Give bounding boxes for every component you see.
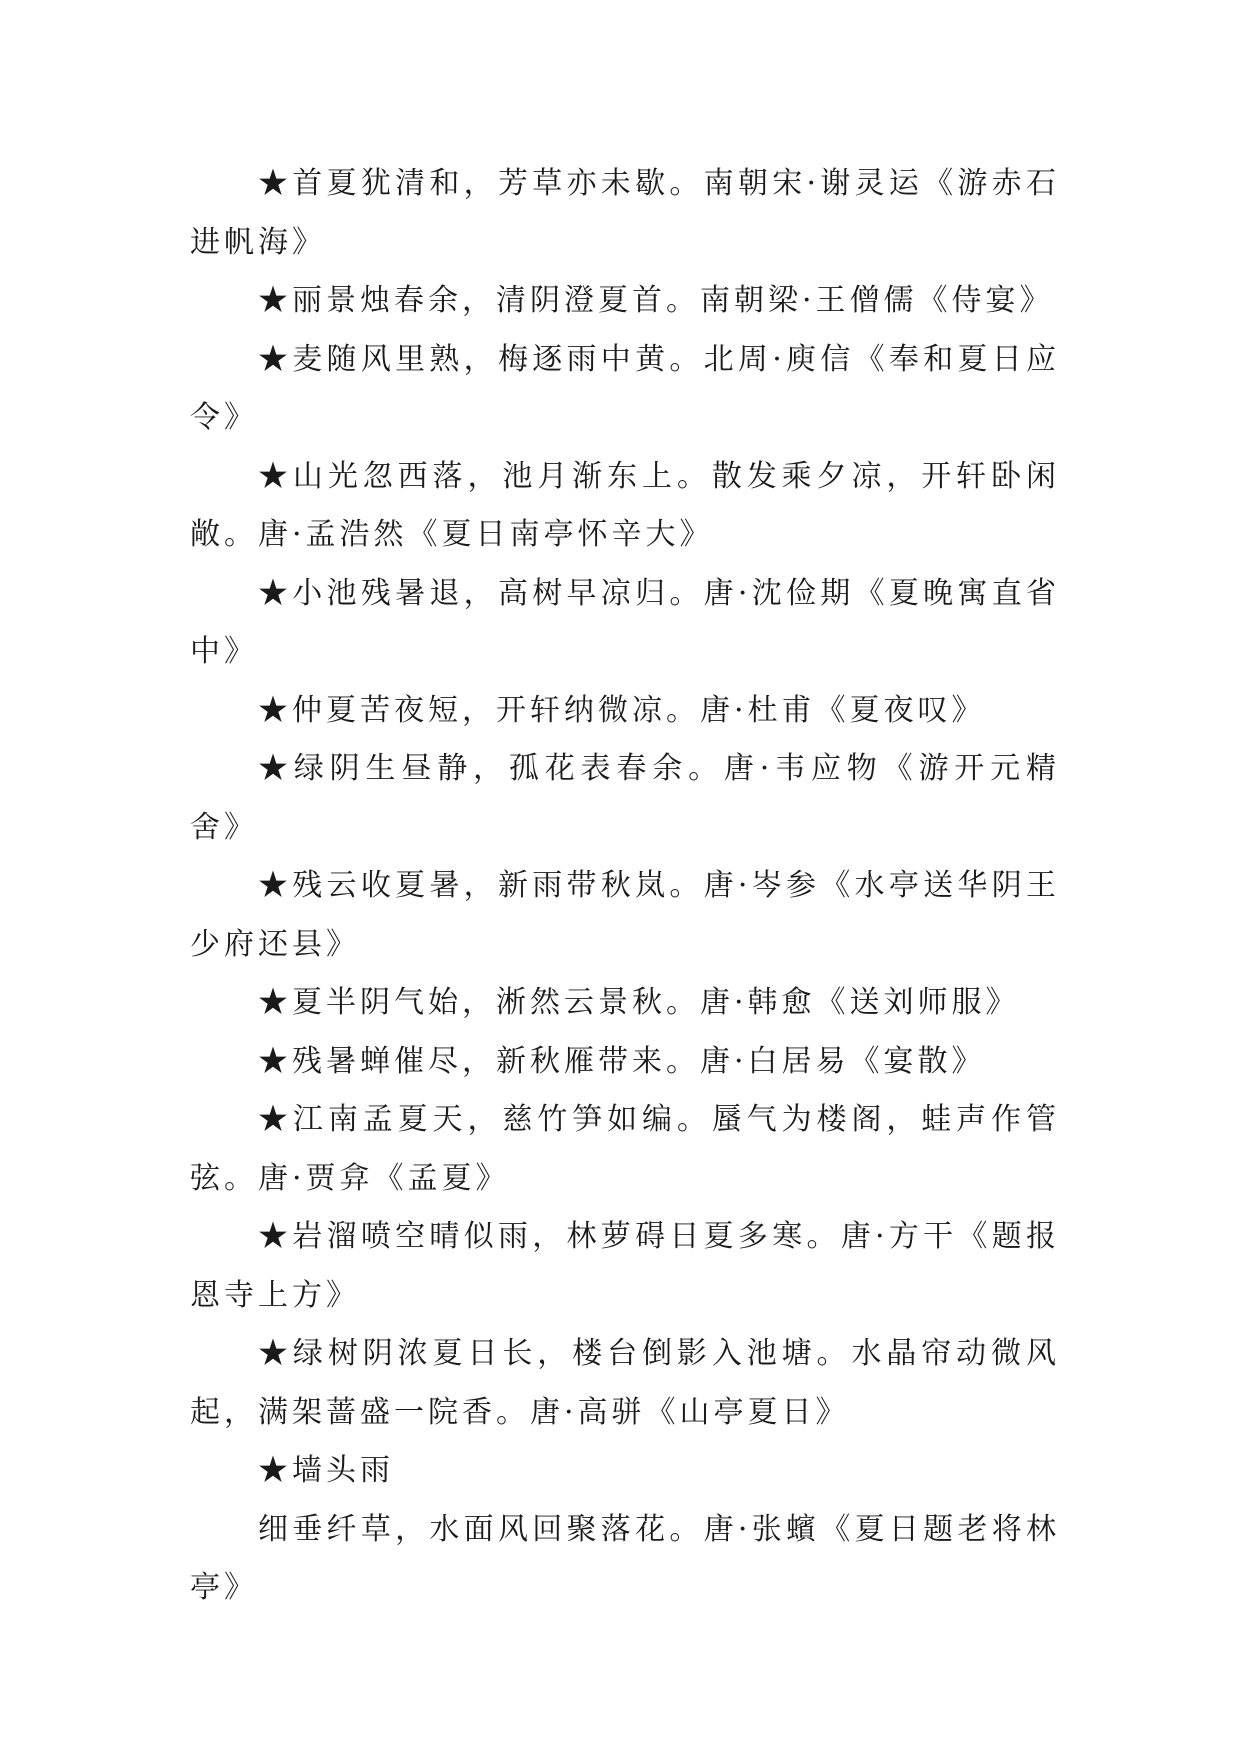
poem-paragraph: ★岩溜喷空晴似雨，林萝碍日夏多寒。唐·方干《题报恩寺上方》: [190, 1219, 1060, 1313]
poem-paragraph: ★麦随风里熟，梅逐雨中黄。北周·庾信《奉和夏日应令》: [190, 341, 1060, 435]
poem-paragraph: ★绿树阴浓夏日长，楼台倒影入池塘。水晶帘动微风起，满架蔷盛一院香。唐·高骈《山亭夏日》: [190, 1336, 1060, 1430]
poem-paragraph: ★小池残暑退，高树早凉归。唐·沈俭期《夏晚寓直省中》: [190, 575, 1060, 669]
poem-paragraph: ★江南孟夏天，慈竹笋如编。蜃气为楼阁，蛙声作管弦。唐·贾弇《孟夏》: [190, 1102, 1060, 1196]
poem-paragraph: ★首夏犹清和，芳草亦未歇。南朝宋·谢灵运《游赤石进帆海》: [190, 166, 1060, 260]
poem-paragraph: ★墙头雨: [258, 1453, 394, 1488]
poem-paragraph: ★夏半阴气始，淅然云景秋。唐·韩愈《送刘师服》: [258, 985, 1020, 1020]
poem-paragraph: ★仲夏苦夜短，开轩纳微凉。唐·杜甫《夏夜叹》: [258, 692, 986, 728]
document-body: [190, 155, 1060, 1618]
poem-paragraph: ★山光忽西落，池月渐东上。散发乘夕凉，开轩卧闲敞。唐·孟浩然《夏日南亭怀辛大》: [190, 458, 1060, 552]
poem-paragraph: 细垂纤草，水面风回聚落花。唐·张蠙《夏日题老将林亭》: [190, 1511, 1060, 1605]
poem-paragraph: ★丽景烛春余，清阴澄夏首。南朝梁·王僧儒《侍宴》: [258, 283, 1054, 318]
poem-paragraph: ★残云收夏暑，新雨带秋岚。唐·岑参《水亭送华阴王少府还县》: [190, 868, 1060, 962]
poem-paragraph: ★绿阴生昼静，孤花表春余。唐·韦应物《游开元精舍》: [190, 751, 1060, 845]
poem-paragraph: ★残暑蝉催尽，新秋雁带来。唐·白居易《宴散》: [258, 1043, 986, 1079]
